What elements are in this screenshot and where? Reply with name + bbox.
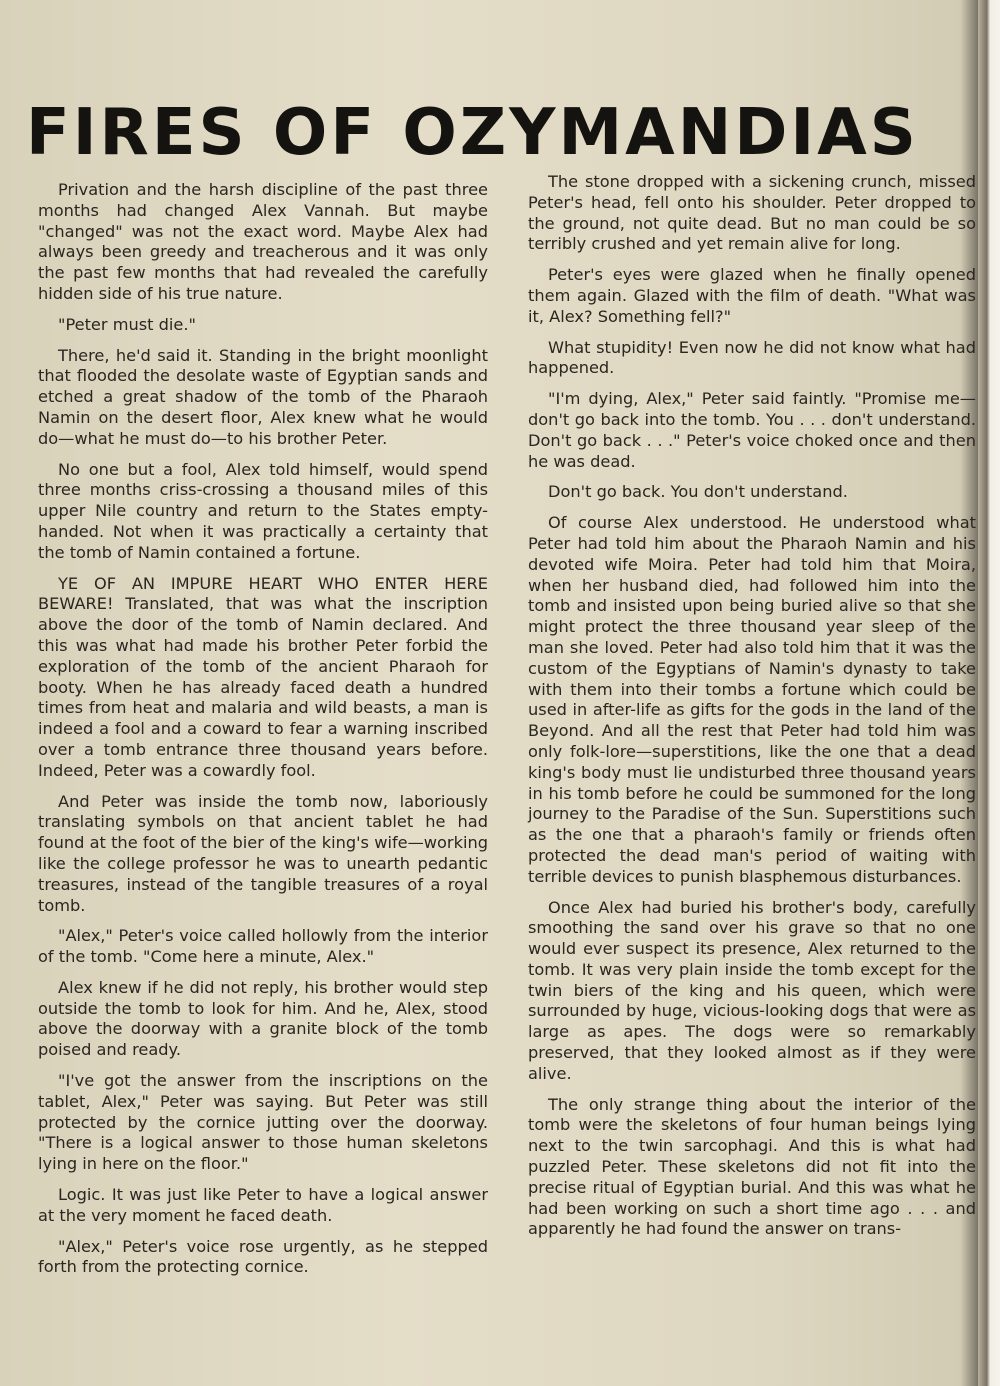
paragraph: "Alex," Peter's voice rose urgently, as he stepped forth from the protecting cornice. (38, 1236, 488, 1277)
paragraph: Once Alex had buried his brother's body, carefully smoothing the sand over his grave so that no one would ever suspect its presence, Alex returned to the tomb. It was very plain inside the tomb except for the twin biers of the king and his queen, which were surrounded by huge, vicious-looking dogs that were as large as apes. The dogs were so remarkably preserved, that they looked almost as if they were alive. (528, 897, 976, 1083)
paragraph: Logic. It was just like Peter to have a logical answer at the very moment he faced death. (38, 1185, 488, 1225)
paragraph: "Alex," Peter's voice called hollowly from the interior of the tomb. "Come here a minute, Alex." (38, 926, 488, 967)
paragraph: Peter's eyes were glazed when he finally opened them again. Glazed with the film of death. "What was it, Alex? Something fell?" (528, 265, 976, 326)
paragraph: No one but a fool, Alex told himself, would spend three months criss-crossing a thousand miles of this upper Nile country and return to the States empty-handed. Not when it was practically a certainty that the tomb of Namin contained a fortune. (38, 459, 488, 562)
paragraph: "Peter must die." (58, 314, 196, 334)
story-title: FIRES OF OZYMANDIAS (26, 95, 919, 170)
paragraph: What stupidity! Even now he did not know what had happened. (528, 337, 976, 378)
paragraph: The only strange thing about the interior of the tomb were the skeletons of four human beings lying next to the twin sarcophagi. And this is what had puzzled Peter. These skeletons did not fit into the precise ritual of Egyptian burial. And this was what he had been working on such a short time ago . . . and apparently he had found the answer on trans- (528, 1094, 976, 1239)
paragraph: Of course Alex understood. He understood what Peter had told him about the Pharaoh Namin and his devoted wife Moira. Peter had told him that Moira, when her husband died, had followed him into the tomb and insisted upon being buried alive so that she might protect the three thousand year sleep of the man she loved. Peter had also told him that it was the custom of the Egyptians of Namin's dynasty to take with them into their tombs a fortune which could be used in after-life as gifts for the gods in the land of the Beyond. And all the rest that Peter had told him was only folk-lore—superstitions, like the one that a dead king's body must lie undisturbed three thousand years in his tomb before he could be summoned for the long journey to the Paradise of the Sun. Superstitions such as the one that a pharaoh's family or friends often protected the dead man's period of waiting with terrible devices to punish blasphemous disturbances. (528, 513, 976, 886)
paragraph: There, he'd said it. Standing in the bright moonlight that flooded the desolate waste of Egyptian sands and etched a great shadow of the tomb of the Pharaoh Namin on the desert floor, Alex knew what he would do—what he must do—to his brother Peter. (38, 345, 488, 448)
paragraph: Don't go back. You don't understand. (548, 482, 848, 502)
right-text-column (528, 172, 976, 1250)
paragraph: The stone dropped with a sickening crunch, missed Peter's head, fell onto his shoulder. Peter dropped to the ground, not quite dead. But no man could be so terribly crushed and yet remain alive for long. (528, 172, 976, 254)
page-edge (978, 0, 1000, 1386)
paragraph: "I'm dying, Alex," Peter said faintly. "Promise me—don't go back into the tomb. You . . . don't understand. Don't go back . . ." Peter's voice choked once and then he was dead. (528, 389, 976, 471)
paragraph: YE OF AN IMPURE HEART WHO ENTER HERE BEWARE! Translated, that was what the inscription above the door of the tomb of Namin declared. And this was what had made his brother Peter forbid the exploration of the tomb of the ancient Pharaoh for booty. When he has already faced death a hundred times from heat and malaria and wild beasts, a man is indeed a fool and a coward to fear a warning inscribed over a tomb entrance three thousand years before. Indeed, Peter was a cowardly fool. (38, 573, 488, 780)
paragraph: And Peter was inside the tomb now, laboriously translating symbols on that ancient tablet he had found at the foot of the bier of the king's wife—working like the college professor he was to unearth pedantic treasures, instead of the tangible treasures of a royal tomb. (38, 791, 488, 915)
paragraph: Alex knew if he did not reply, his brother would step outside the tomb to look for him. And he, Alex, stood above the doorway with a granite block of the tomb poised and ready. (38, 977, 488, 1060)
paragraph: Privation and the harsh discipline of the past three months had changed Alex Vannah. But maybe "changed" was not the exact word. Maybe Alex had always been greedy and treacherous and it was only the past few months that had revealed the carefully hidden side of his true nature. (38, 180, 488, 303)
paragraph: "I've got the answer from the inscriptions on the tablet, Alex," Peter was saying. But Peter was still protected by the cornice jutting over the doorway. "There is a logical answer to those human skeletons lying in here on the floor." (38, 1071, 488, 1174)
left-text-column (38, 180, 488, 1288)
